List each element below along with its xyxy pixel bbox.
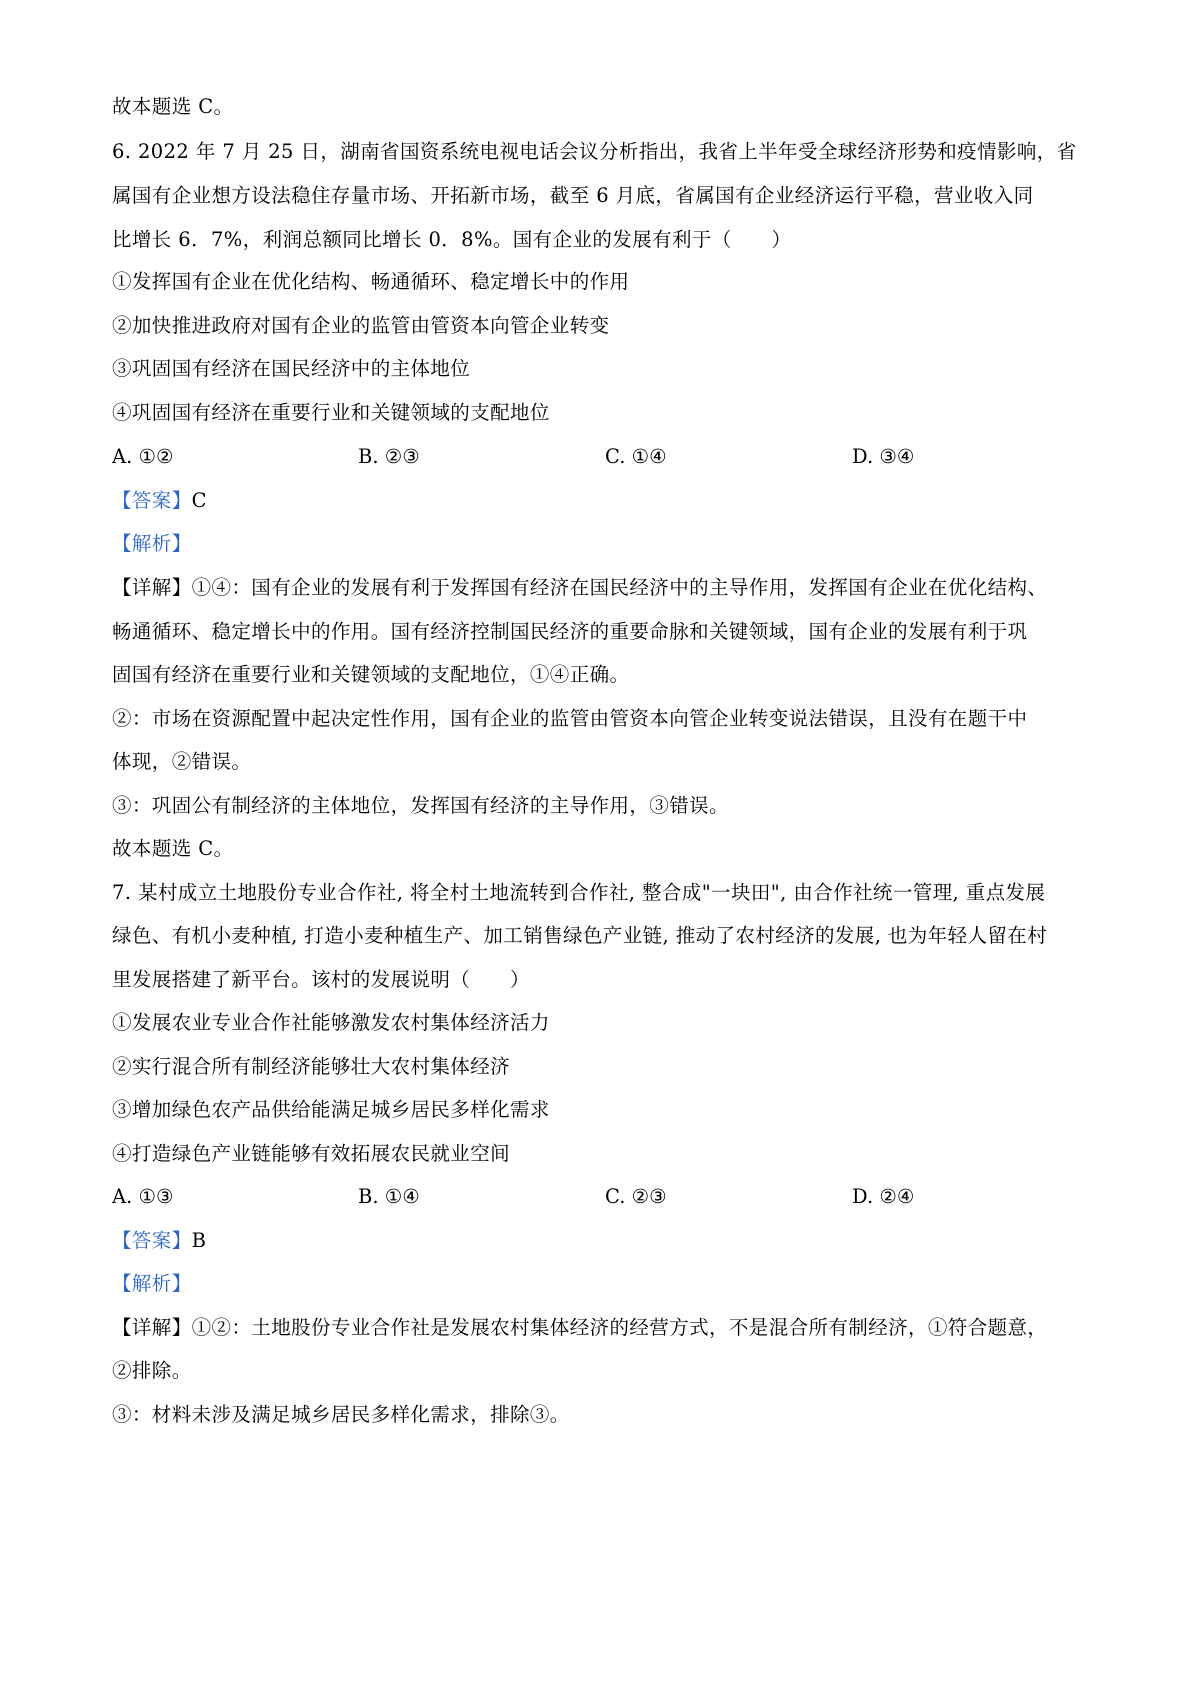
detail-tag: 【详解】 [112, 1316, 192, 1339]
question-7-detail-line-1 [112, 1315, 1047, 1341]
question-6-detail-line-3: 固国有经济在重要行业和关键领域的支配地位，①④正确。 [112, 663, 630, 686]
detail-tag: 【详解】 [112, 576, 192, 599]
question-6-option-d: D. ③④ [852, 445, 915, 468]
question-6-conclusion: 故本题选 C。 [112, 837, 234, 860]
question-6-detail-line-1 [112, 575, 1047, 601]
question-7-answer [112, 1228, 206, 1254]
detail-text: ①④：国有企业的发展有利于发挥国有经济在国民经济中的主导作用，发挥国有企业在优化结构、 [191, 576, 1048, 599]
question-7-item-4: ④打造绿色产业链能够有效拓展农民就业空间 [112, 1142, 511, 1165]
question-6-item-2: ②加快推进政府对国有企业的监管由管资本向管企业转变 [112, 314, 610, 337]
question-6-item-3: ③巩固国有经济在国民经济中的主体地位 [112, 357, 471, 380]
question-7-stem-line-3: 里发展搭建了新平台。该村的发展说明（ ） [112, 968, 530, 991]
detail-text: ①②：土地股份专业合作社是发展农村集体经济的经营方式，不是混合所有制经济，①符合题意， [191, 1316, 1048, 1339]
question-6-option-a: A. ①② [112, 445, 174, 468]
question-7-option-c: C. ②③ [605, 1185, 667, 1208]
question-6-analysis-tag: 【解析】 [112, 532, 192, 555]
question-7-item-3: ③增加绿色农产品供给能满足城乡居民多样化需求 [112, 1098, 550, 1121]
question-6-stem-line-2: 属国有企业想方设法稳住存量市场、开拓新市场，截至 6 月底，省属国有企业经济运行平稳，营业收入同 [112, 184, 1034, 207]
answer-value: B [191, 1229, 207, 1252]
question-7-detail-line-2: ②排除。 [112, 1359, 192, 1382]
question-7-item-1: ①发展农业专业合作社能够激发农村集体经济活力 [112, 1011, 550, 1034]
question-6-detail-line-6: ③：巩固公有制经济的主体地位，发挥国有经济的主导作用，③错误。 [112, 794, 729, 817]
question-7-option-b: B. ①④ [358, 1185, 420, 1208]
question-6-option-b: B. ②③ [358, 445, 420, 468]
question-6-stem-line-3: 比增长 6．7%，利润总额同比增长 0．8%。国有企业的发展有利于（ ） [112, 228, 792, 251]
question-7-detail-line-3: ③：材料未涉及满足城乡居民多样化需求，排除③。 [112, 1403, 570, 1426]
answer-tag: 【答案】 [112, 1229, 192, 1252]
answer-value: C [191, 489, 207, 512]
answer-tag: 【答案】 [112, 489, 192, 512]
question-7-option-d: D. ②④ [852, 1185, 915, 1208]
question-6-stem-line-1: 6. 2022 年 7 月 25 日，湖南省国资系统电视电话会议分析指出，我省上半年受全球经济形势和疫情影响，省 [112, 140, 1077, 163]
question-7-option-a: A. ①③ [112, 1185, 174, 1208]
question-6-detail-line-5: 体现，②错误。 [112, 750, 252, 773]
question-6-detail-line-4: ②：市场在资源配置中起决定性作用，国有企业的监管由管资本向管企业转变说法错误，且没有在题干中 [112, 707, 1028, 730]
previous-answer-conclusion: 故本题选 C。 [112, 95, 234, 118]
question-6-item-1: ①发挥国有企业在优化结构、畅通循环、稳定增长中的作用 [112, 270, 630, 293]
question-6-answer [112, 488, 207, 514]
question-7-analysis-tag: 【解析】 [112, 1272, 192, 1295]
question-7-item-2: ②实行混合所有制经济能够壮大农村集体经济 [112, 1055, 511, 1078]
question-6-detail-line-2: 畅通循环、稳定增长中的作用。国有经济控制国民经济的重要命脉和关键领域，国有企业的发展有利于巩 [112, 620, 1028, 643]
question-7-stem-line-1: 7. 某村成立土地股份专业合作社, 将全村土地流转到合作社, 整合成"一块田", 由合作社统一管理, 重点发展 [112, 881, 1046, 904]
question-7-stem-line-2: 绿色、有机小麦种植, 打造小麦种植生产、加工销售绿色产业链, 推动了农村经济的发展, 也为年轻人留在村 [112, 924, 1048, 947]
question-6-option-c: C. ①④ [605, 445, 667, 468]
question-6-item-4: ④巩固国有经济在重要行业和关键领域的支配地位 [112, 401, 550, 424]
